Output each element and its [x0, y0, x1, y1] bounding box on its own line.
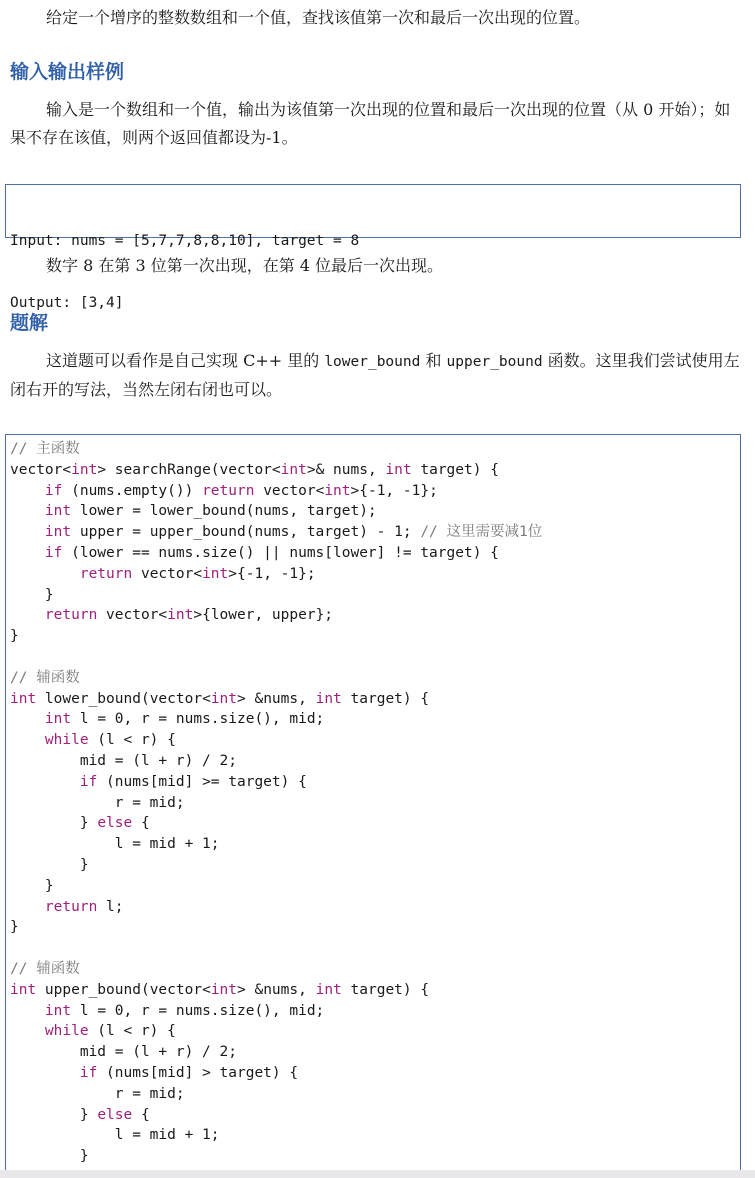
- inline-code: lower_bound: [324, 354, 421, 370]
- inline-code: upper_bound: [446, 354, 543, 370]
- code-line: return vector<int>{lower, upper};: [44, 607, 334, 624]
- code-line: }: [10, 856, 89, 873]
- code-line: return vector<int>{-1, -1};: [79, 565, 316, 582]
- code-line: }: [10, 586, 54, 603]
- code-line: if (nums[mid] >= target) {: [79, 773, 307, 790]
- code-line: if (nums.empty()) return vector<int>{-1, -1};: [44, 482, 438, 499]
- code-line: vector<int> searchRange(vector<int>& nums, int target) {: [10, 461, 499, 478]
- example-line: Output: [3,4]: [10, 294, 124, 311]
- code-line: l = mid + 1;: [10, 836, 220, 853]
- code-line: l = mid + 1;: [10, 1127, 220, 1144]
- code-line: // 辅函数: [10, 669, 80, 686]
- section-heading-solution: 题解: [10, 312, 49, 334]
- code-box: [5, 434, 741, 1175]
- code-line: return l;: [44, 898, 124, 915]
- code-line: while (l < r) {: [44, 1023, 176, 1040]
- code-line: r = mid;: [10, 1085, 185, 1102]
- code-line: }: [10, 628, 19, 645]
- page-bottom-bar: [0, 1170, 755, 1178]
- code-line: mid = (l + r) / 2;: [10, 1044, 237, 1061]
- code-line: int upper = upper_bound(nums, target) - 1; // 这里需要减1位: [44, 524, 543, 541]
- desc-text: 和: [420, 351, 447, 370]
- code-line: }: [10, 919, 19, 936]
- code-line: while (l < r) {: [44, 732, 176, 749]
- code-line: }: [10, 877, 54, 894]
- code-line: r = mid;: [10, 794, 185, 811]
- desc-text: 函数。这里我们尝试使用左闭右开的写法，当然左闭右闭也可以。: [10, 351, 740, 399]
- code-line: [10, 647, 736, 668]
- code-line: [10, 938, 736, 959]
- code-line: // 辅函数: [10, 960, 80, 977]
- desc-text: 这道题可以看作是自己实现 C++ 里的: [46, 351, 325, 370]
- code-line: if (lower == nums.size() || nums[lower] != target) {: [44, 544, 499, 561]
- io-description: 输入是一个数组和一个值，输出为该值第一次出现的位置和最后一次出现的位置（从 0 开始）；如果不存在该值，则两个返回值都设为-1。: [10, 100, 731, 147]
- code-block: [6, 435, 740, 1171]
- code-line: mid = (l + r) / 2;: [10, 752, 237, 769]
- code-line: int lower = lower_bound(nums, target);: [44, 503, 377, 520]
- code-line: } else {: [10, 1106, 150, 1123]
- code-line: } else {: [10, 815, 150, 832]
- code-line: if (nums[mid] > target) {: [79, 1064, 299, 1081]
- code-line: int lower_bound(vector<int> &nums, int target) {: [10, 690, 430, 707]
- code-line: int l = 0, r = nums.size(), mid;: [44, 711, 325, 728]
- code-line: int l = 0, r = nums.size(), mid;: [44, 1002, 325, 1019]
- section-heading-io: 输入输出样例: [10, 61, 125, 83]
- code-line: // 主函数: [10, 441, 80, 457]
- code-line: }: [10, 1148, 89, 1165]
- solution-description: [10, 347, 740, 404]
- code-line: int upper_bound(vector<int> &nums, int target) {: [10, 981, 430, 998]
- example-note: 数字 8 在第 3 位第一次出现，在第 4 位最后一次出现。: [46, 256, 444, 275]
- example-line: Input: nums = [5,7,7,8,8,10], target = 8: [10, 232, 360, 249]
- intro-paragraph: 给定一个增序的整数数组和一个值，查找该值第一次和最后一次出现的位置。: [46, 8, 591, 27]
